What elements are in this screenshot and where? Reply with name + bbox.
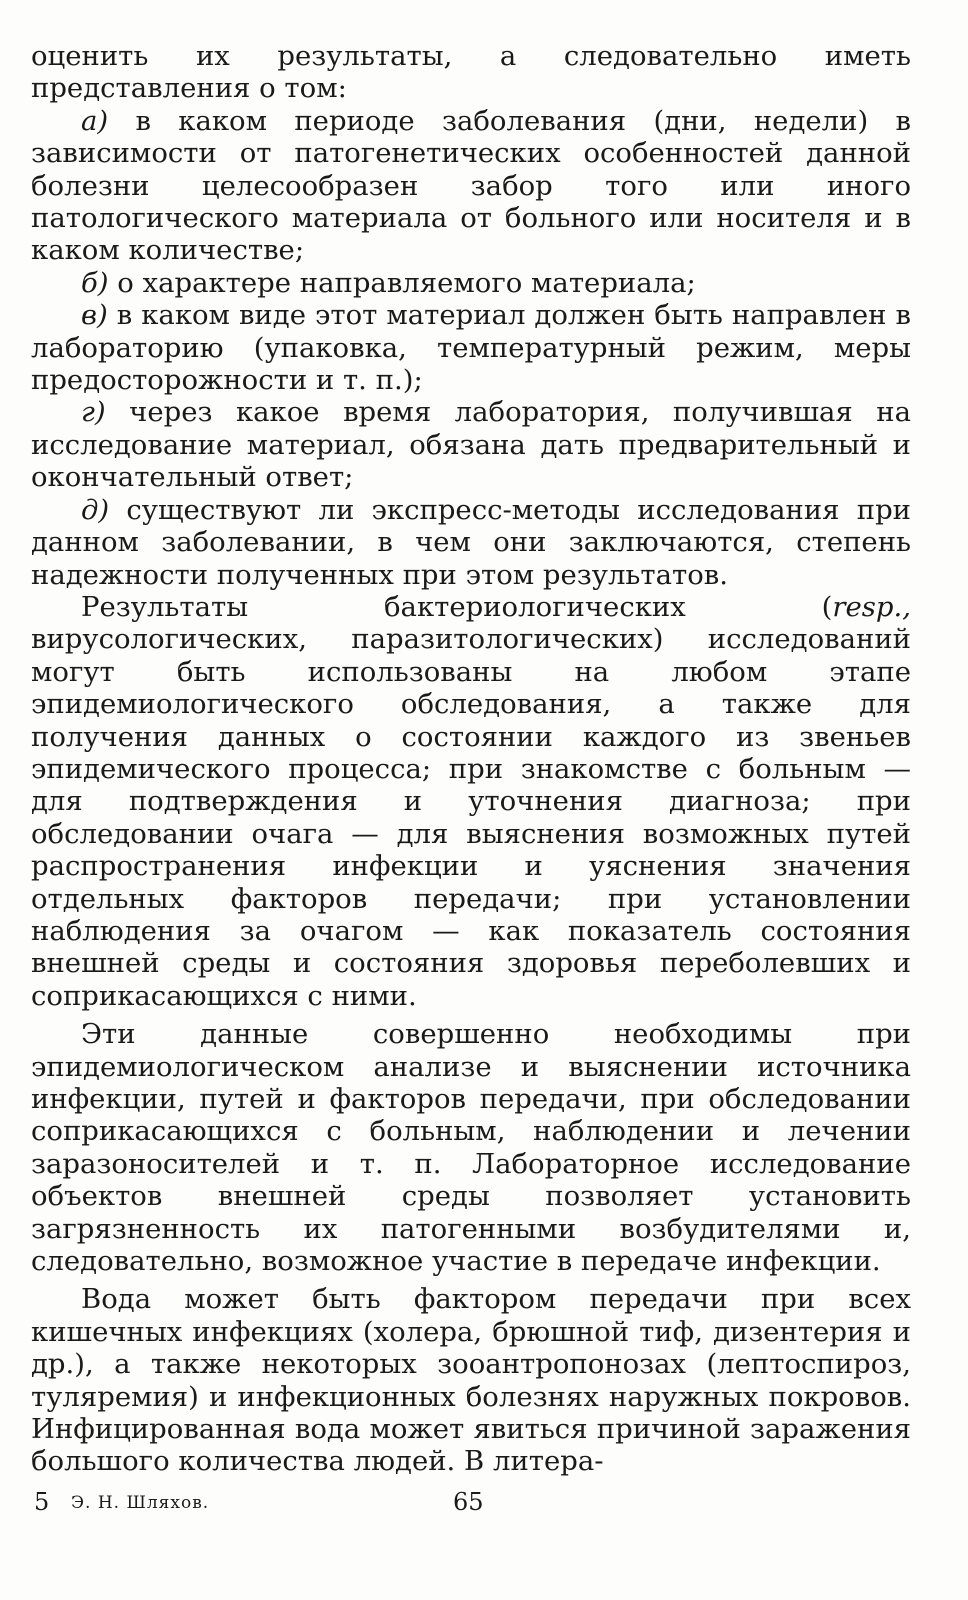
list-marker: б) [81, 266, 109, 299]
paragraph-text-end: вирусологических, паразитологических) исследований могут быть использованы на любом этапе эпидемиологического обследования, а также для получения данных о состоянии каждого из звеньев эпидемического процесса; при знакомстве с больным — для подтверждения и уточнения диагноза; при обследовании очага — для выяснения возможных путей распространения инфекции и уяснения значения отдельных факторов передачи; при установлении наблюдения за очагом — как показатель состояния внешней среды и состояния здоровья переболевших и соприкасающихся с ними. [31, 623, 911, 1012]
italic-term: resp., [832, 590, 911, 623]
paragraph-bacteriological-results [31, 591, 911, 1012]
list-marker: д) [81, 493, 110, 526]
paragraph-intro [31, 40, 911, 105]
list-item-v [31, 299, 911, 396]
paragraph-text-start: Результаты бактериологических ( [81, 590, 833, 623]
list-item-text: в каком периоде заболевания (дни, недели) в зависимости от патогенетических особенностей данной болезни целесообразен забор того или иного патологического материала от больного или носителя и в каком количестве; [31, 104, 911, 267]
list-item-text: через какое время лаборатория, получившая на исследование материал, обязана дать предварительный и окончательный ответ; [31, 396, 911, 494]
list-item-a [31, 105, 911, 267]
paragraph-text: Вода может быть фактором передачи при всех кишечных инфекциях (холера, брюшной тиф, дизентерия и др.), а также некоторых зооантропонозах (лептоспироз, туляремия) и инфекционных болезнях наружных покровов. Инфицированная вода может явиться причиной заражения большого количества людей. В литера- [31, 1283, 911, 1478]
body-text [31, 40, 911, 1478]
list-marker: г) [81, 396, 106, 429]
list-item-text: существуют ли экспресс-методы исследования при данном заболевании, в чем они заключаются, степень надежности полученных при этом результатов. [31, 493, 911, 591]
signature-number: 5 [34, 1488, 50, 1516]
list-item-text: в каком виде этот материал должен быть направлен в лабораторию (упаковка, температурный режим, меры предосторожности и т. п.); [31, 299, 911, 397]
list-item-d [31, 494, 911, 591]
page-footer [31, 1488, 911, 1520]
paragraph-water-factor [31, 1283, 911, 1477]
paragraph-text: оценить их результаты, а следовательно иметь представления о том: [31, 40, 911, 105]
list-item-b [31, 267, 911, 299]
list-marker: в) [81, 299, 108, 332]
list-item-text: о характере направляемого материала; [117, 266, 696, 299]
signature-author: Э. Н. Шляхов. [71, 1493, 210, 1513]
paragraph-data-necessity [31, 1018, 911, 1277]
list-item-g [31, 396, 911, 493]
list-marker: а) [81, 104, 109, 137]
paragraph-text: Эти данные совершенно необходимы при эпидемиологическом анализе и выяснении источника инфекции, путей и факторов передачи, при обследовании соприкасающихся с больным, наблюдении и лечении заразоносителей и т. п. Лабораторное исследование объектов внешней среды позволяет установить загрязненность их патогенными возбудителями и, следовательно, возможное участие в передаче инфекции. [31, 1018, 911, 1278]
page-number: 65 [453, 1488, 484, 1516]
